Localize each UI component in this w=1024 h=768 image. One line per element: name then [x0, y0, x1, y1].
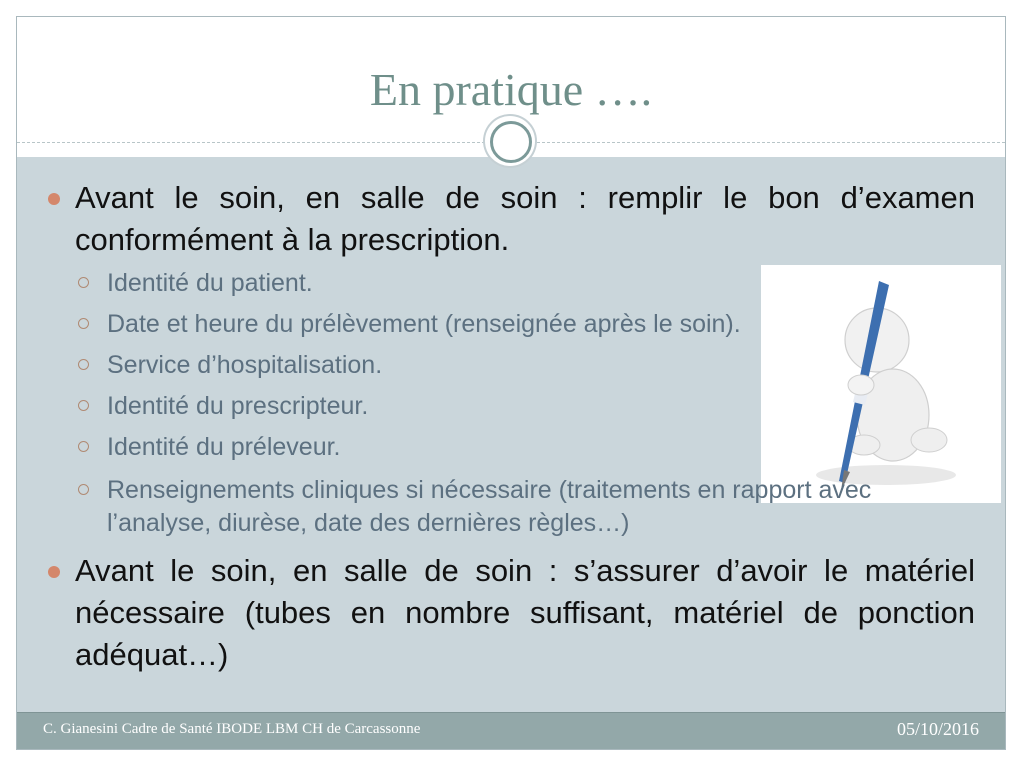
- sub-item: [107, 308, 947, 341]
- bullet-item: [75, 550, 975, 676]
- sub-item-text: Date et heure du prélèvement (renseignée après le soin).: [107, 310, 741, 338]
- sub-item-text: Service d’hospitalisation.: [107, 351, 383, 379]
- bullet-dot-icon: [48, 566, 60, 578]
- bullet-text: Avant le soin, en salle de soin : s’assurer d’avoir le matériel nécessaire (tubes en nombre suffisant, matériel de ponction adéquat…): [75, 553, 975, 672]
- sub-item-text: Identité du prescripteur.: [107, 392, 369, 420]
- sub-item-text: Identité du patient.: [107, 269, 313, 297]
- slide-frame: [16, 16, 1006, 750]
- sub-item: [107, 267, 947, 300]
- bullet-dot-icon: [48, 193, 60, 205]
- ring-ornament-icon: [485, 116, 535, 166]
- sub-item-text: Identité du préleveur.: [107, 433, 341, 461]
- bullet-text: Avant le soin, en salle de soin : remplir le bon d’examen conformément à la prescription.: [75, 180, 975, 257]
- footer-date: 05/10/2016: [896, 719, 979, 739]
- sub-item: [107, 349, 947, 382]
- footer-author: C. Gianesini Cadre de Santé IBODE LBM CH de Carcassonne: [43, 721, 421, 737]
- sub-item: [107, 390, 947, 423]
- circle-bullet-icon: [78, 359, 89, 370]
- sub-item: [107, 431, 947, 464]
- circle-bullet-icon: [78, 441, 89, 452]
- slide-title: En pratique ….: [369, 64, 653, 115]
- circle-bullet-icon: [78, 277, 89, 288]
- bullet-item: [75, 177, 975, 261]
- circle-bullet-icon: [78, 484, 89, 495]
- circle-bullet-icon: [78, 318, 89, 329]
- sub-item: [107, 474, 967, 540]
- circle-bullet-icon: [78, 400, 89, 411]
- sub-item-text: Renseignements cliniques si nécessaire (traitements en rapport avec l’analyse, diurèse, date des dernières règles…): [107, 476, 872, 537]
